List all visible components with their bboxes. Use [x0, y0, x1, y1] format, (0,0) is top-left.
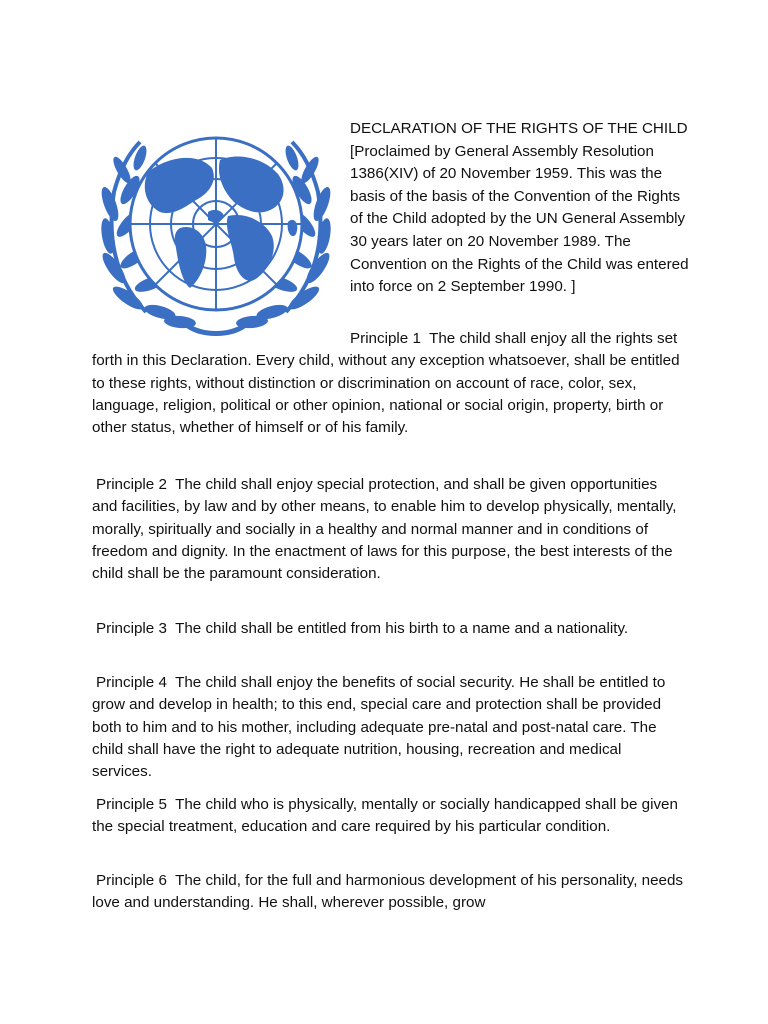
principle-5-text: The child who is physically, mentally or socially handicapped shall be given the special treatment, education and care required by his particular condition. — [92, 796, 678, 836]
globe — [130, 138, 302, 310]
declaration-header — [350, 118, 690, 299]
principle-2 — [92, 474, 684, 585]
principle-1 — [92, 328, 684, 439]
principle-5 — [92, 794, 684, 839]
un-emblem-icon — [88, 112, 344, 348]
principle-6 — [92, 870, 684, 915]
un-emblem-svg — [88, 112, 344, 348]
principle-4-text: The child shall enjoy the benefits of social security. He shall be entitled to grow and develop in health; to this end, special care and protection shall be provided both to him and to his mother, including adequate pre-natal and post-natal care. The child shall have the right to adequate nutrition, housing, recreation and medical services. — [92, 674, 666, 781]
principle-2-text: The child shall enjoy special protection, and shall be given opportunities and facilities, by law and by other means, to enable him to develop physically, mentally, morally, spiritually and socially in a healthy and normal manner and in conditions of freedom and dignity. In the enactment of laws for this purpose, the best interests of the child shall be the paramount consideration. — [92, 476, 677, 583]
principle-4-label: Principle 4 — [96, 674, 176, 691]
principle-3-text: The child shall be entitled from his birth to a name and a nationality. — [175, 620, 629, 637]
principle-2-label: Principle 2 — [96, 476, 176, 493]
principle-1-text: The child shall enjoy all the rights set forth in this Declaration. Every child, without any exception whatsoever, shall be entitled to these rights, without distinction or discrimination on account of race, color, sex, language, religion, political or other opinion, national or social origin, property, birth or other status, whether of himself or of his family. — [92, 330, 680, 437]
principle-5-label: Principle 5 — [96, 796, 176, 813]
principle-6-label: Principle 6 — [96, 872, 176, 889]
principle-3 — [92, 618, 684, 640]
principle-4 — [92, 672, 684, 783]
declaration-title: DECLARATION OF THE RIGHTS OF THE CHILD [Proclaimed by General Assembly Resolution 1386(XIV) of 20 November 1959. This was the basis of the basis of the Convention of the Rights of the Child adopted by the UN General Assembly 30 years later on 20 November 1989. The Convention on the Rights of the Child was entered into force on 2 September 1990. ] — [350, 120, 689, 296]
principle-1-label: Principle 1 — [350, 330, 430, 347]
principle-6-text: The child, for the full and harmonious development of his personality, needs love and understanding. He shall, wherever possible, grow — [92, 872, 684, 912]
principle-3-label: Principle 3 — [96, 620, 176, 637]
